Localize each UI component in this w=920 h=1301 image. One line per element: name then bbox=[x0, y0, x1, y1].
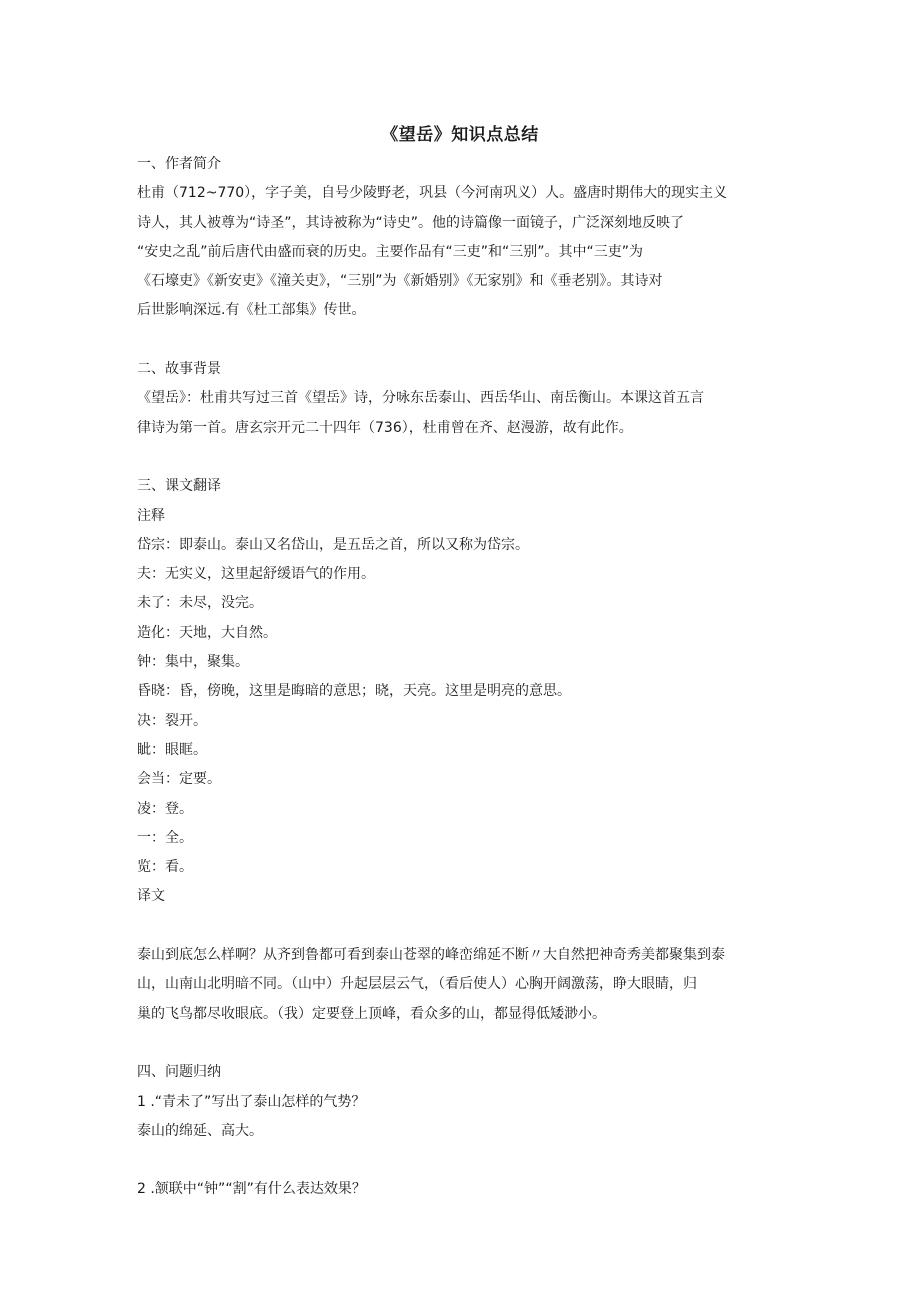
spacer bbox=[137, 443, 787, 472]
section-heading-background: 二、故事背景 bbox=[137, 361, 221, 378]
author-paragraph-line: 《石壕吏》《新安吏》《潼关吏》，“三别”为《新婚别》《无家别》和《垂老别》。其诗对 bbox=[137, 273, 663, 290]
section-heading-translation: 三、课文翻译 bbox=[137, 478, 221, 495]
note-item: 会当：定要。 bbox=[137, 771, 221, 788]
translation-paragraph-line: 山，山南山北明暗不同。（山中）升起层层云气，（看后使人）心胸开阔激荡，睁大眼睛，归 bbox=[137, 976, 697, 993]
document-body bbox=[137, 150, 787, 1205]
translation-paragraph-line: 巢的飞鸟都尽收眼底。（我）定要登上顶峰，看众多的山，都显得低矮渺小。 bbox=[137, 1005, 606, 1022]
note-item: 岱宗：即泰山。泰山又名岱山，是五岳之首，所以又称为岱宗。 bbox=[137, 536, 529, 553]
note-item: 昏晓：昏，傍晚，这里是晦暗的意思；晓，天亮。这里是明亮的意思。 bbox=[137, 683, 571, 700]
translation-label: 译文 bbox=[137, 888, 165, 905]
spacer bbox=[137, 1146, 787, 1175]
spacer bbox=[137, 912, 787, 941]
author-paragraph-line: 后世影响深远.有《杜工部集》传世。 bbox=[137, 302, 366, 319]
question-2: 2 .颔联中“钟”“割”有什么表达效果？ bbox=[137, 1181, 366, 1198]
spacer bbox=[137, 326, 787, 355]
note-item: 览：看。 bbox=[137, 859, 193, 876]
spacer bbox=[137, 1029, 787, 1058]
note-item: 凌：登。 bbox=[137, 800, 193, 817]
question-1: 1 .“青未了”写出了泰山怎样的气势？ bbox=[137, 1093, 366, 1110]
note-item: 未了：未尽，没完。 bbox=[137, 595, 263, 612]
answer-1: 泰山的绵延、高大。 bbox=[137, 1122, 263, 1139]
translation-paragraph-line: 泰山到底怎么样啊？从齐到鲁都可看到泰山苍翠的峰峦绵延不断〃大自然把神奇秀美都聚集到泰 bbox=[137, 947, 725, 964]
note-item: 决：裂开。 bbox=[137, 712, 207, 729]
note-item: 一：全。 bbox=[137, 829, 193, 846]
document-title: 《望岳》知识点总结 bbox=[381, 125, 539, 145]
author-paragraph-line: 诗人，其人被尊为“诗圣”，其诗被称为“诗史”。他的诗篇像一面镜子，广泛深刻地反映了 bbox=[137, 214, 685, 231]
background-paragraph-line: 律诗为第一首。唐玄宗开元二十四年（736），杜甫曾在齐、赵漫游，故有此作。 bbox=[137, 419, 633, 436]
section-heading-author: 一、作者简介 bbox=[137, 156, 221, 172]
author-paragraph-line: 杜甫（712~770），字子美，自号少陵野老，巩县（今河南巩义）人。盛唐时期伟大的现实主义 bbox=[137, 185, 728, 202]
note-item: 钟：集中，聚集。 bbox=[137, 654, 249, 671]
note-item: 夫：无实义，这里起舒缓语气的作用。 bbox=[137, 566, 375, 583]
author-paragraph-line: “安史之乱”前后唐代由盛而衰的历史。主要作品有“三吏”和“三别”。其中“三吏”为 bbox=[137, 243, 644, 260]
note-item: 造化：天地，大自然。 bbox=[137, 624, 277, 641]
section-heading-questions: 四、问题归纳 bbox=[137, 1064, 221, 1081]
background-paragraph-line: 《望岳》：杜甫共写过三首《望岳》诗，分咏东岳泰山、西岳华山、南岳衡山。本课这首五言 bbox=[137, 390, 704, 407]
note-item: 眦：眼眶。 bbox=[137, 741, 207, 758]
notes-label: 注释 bbox=[137, 507, 165, 524]
